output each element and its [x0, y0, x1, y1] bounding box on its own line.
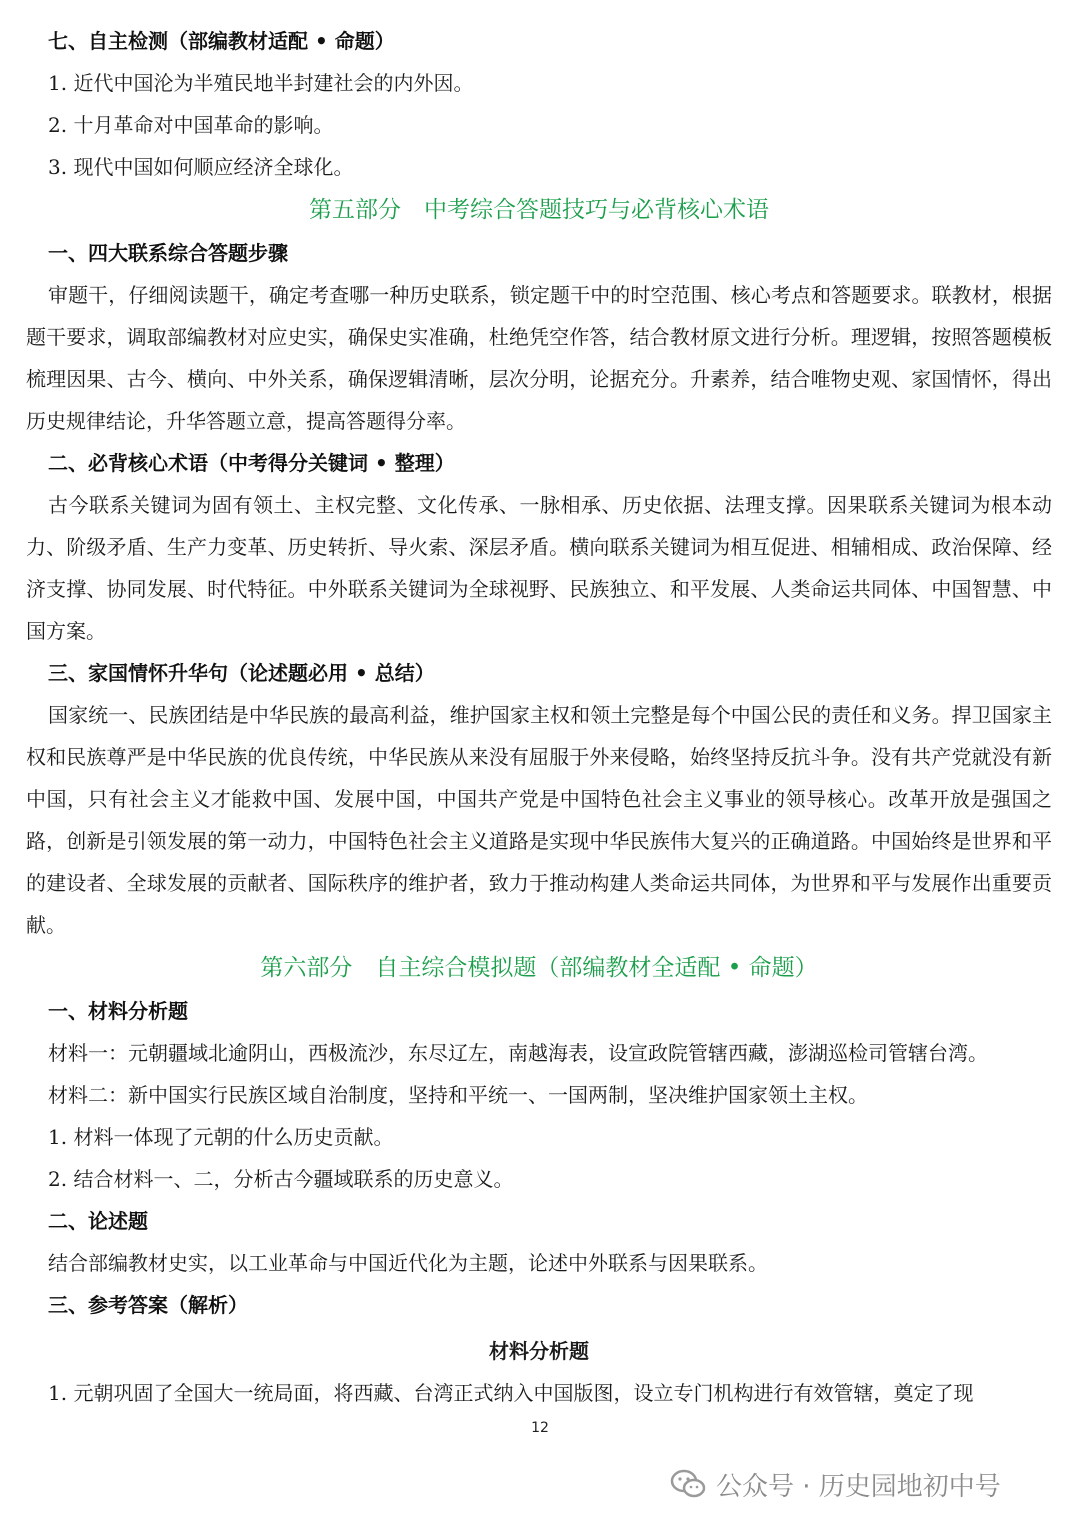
section-heading: 三、参考答案（解析）	[48, 1293, 248, 1317]
material-text: 材料二：新中国实行民族区域自治制度，坚持和平统一、一国两制，坚决维护国家领土主权。	[48, 1083, 868, 1107]
section-heading: 二、必背核心术语（中考得分关键词 • 整理）	[48, 451, 455, 475]
watermark	[670, 1462, 1001, 1506]
document-page	[26, 20, 1052, 1414]
section-heading: 二、论述题	[48, 1209, 148, 1233]
answer-text: 1. 元朝巩固了全国大一统局面，将西藏、台湾正式纳入中国版图，设立专门机构进行有效管辖，奠定了现	[48, 1381, 974, 1405]
section-heading: 一、四大联系综合答题步骤	[48, 241, 288, 265]
answer-subtitle: 材料分析题	[489, 1339, 589, 1363]
part-title: 第五部分 中考综合答题技巧与必背核心术语	[309, 197, 769, 223]
material-text: 材料一：元朝疆域北逾阴山，西极流沙，东尽辽左，南越海表，设宣政院管辖西藏，澎湖巡检司管辖台湾。	[48, 1041, 988, 1065]
paragraph: 国家统一、民族团结是中华民族的最高利益，维护国家主权和领土完整是每个中国公民的责任和义务。捍卫国家主权和民族尊严是中华民族的优良传统，中华民族从来没有屈服于外来侵略，始终坚持反抗斗争。没有共产党就没有新中国，只有社会主义才能救中国、发展中国，中国共产党是中国特色社会主义事业的领导核心。改革开放是强国之路，创新是引领发展的第一动力，中国特色社会主义道路是实现中华民族伟大复兴的正确道路。中国始终是世界和平的建设者、全球发展的贡献者、国际秩序的维护者，致力于推动构建人类命运共同体，为世界和平与发展作出重要贡献。	[26, 703, 1052, 937]
question: 2. 结合材料一、二，分析古今疆域联系的历史意义。	[48, 1167, 514, 1191]
list-item: 1. 近代中国沦为半殖民地半封建社会的内外因。	[48, 71, 474, 95]
wechat-icon	[670, 1469, 706, 1499]
section-heading: 七、自主检测（部编教材适配 • 命题）	[48, 29, 395, 53]
part-title: 第六部分 自主综合模拟题（部编教材全适配 • 命题）	[260, 955, 818, 981]
paragraph: 审题干，仔细阅读题干，确定考查哪一种历史联系，锁定题干中的时空范围、核心考点和答题要求。联教材，根据题干要求，调取部编教材对应史实，确保史实准确，杜绝凭空作答，结合教材原文进行分析。理逻辑，按照答题模板梳理因果、古今、横向、中外关系，确保逻辑清晰，层次分明，论据充分。升素养，结合唯物史观、家国情怀，得出历史规律结论，升华答题立意，提高答题得分率。	[26, 283, 1052, 433]
list-item: 3. 现代中国如何顺应经济全球化。	[48, 155, 354, 179]
paragraph: 古今联系关键词为固有领土、主权完整、文化传承、一脉相承、历史依据、法理支撑。因果联系关键词为根本动力、阶级矛盾、生产力变革、历史转折、导火索、深层矛盾。横向联系关键词为相互促进、相辅相成、政治保障、经济支撑、协同发展、时代特征。中外联系关键词为全球视野、民族独立、和平发展、人类命运共同体、中国智慧、中国方案。	[26, 493, 1052, 643]
watermark-text: 公众号 · 历史园地初中号	[716, 1471, 1001, 1502]
section-heading: 一、材料分析题	[48, 999, 188, 1023]
section-heading: 三、家国情怀升华句（论述题必用 • 总结）	[48, 661, 435, 685]
question: 1. 材料一体现了元朝的什么历史贡献。	[48, 1125, 394, 1149]
list-item: 2. 十月革命对中国革命的影响。	[48, 113, 334, 137]
essay-prompt: 结合部编教材史实，以工业革命与中国近代化为主题，论述中外联系与因果联系。	[48, 1251, 768, 1275]
page-number: 12	[531, 1420, 549, 1436]
